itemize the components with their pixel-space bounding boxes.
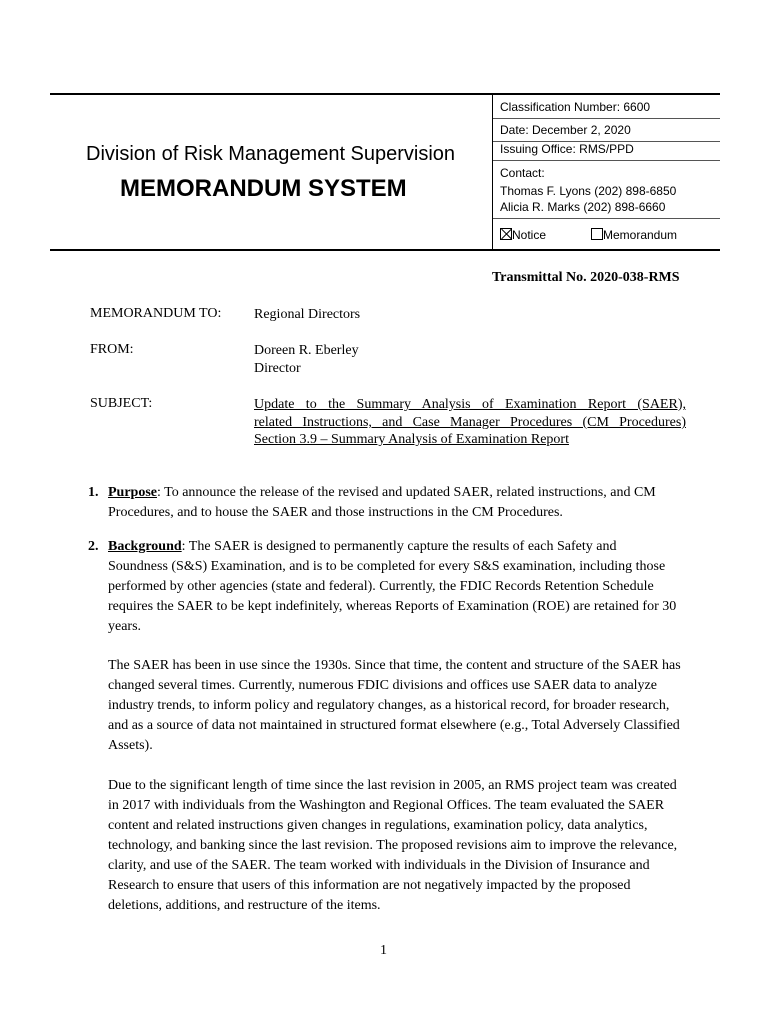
issuing-office: Issuing Office: RMS/PPD (500, 142, 634, 156)
header-top-rule (50, 93, 720, 95)
purpose-paragraph (108, 483, 678, 523)
box-rule (493, 118, 720, 119)
subject-line-1: Update to the Summary Analysis of Examination Report (SAER), (254, 397, 686, 412)
from-name: Doreen R. Eberley (254, 343, 359, 358)
memo-date: Date: December 2, 2020 (500, 123, 631, 137)
background-heading: Background (108, 539, 182, 554)
notice-checkbox (500, 228, 512, 240)
memo-to-label: MEMORANDUM TO: (90, 306, 222, 321)
notice-label: Notice (512, 228, 547, 242)
contact-label: Contact: (500, 166, 545, 180)
memo-to-value: Regional Directors (254, 307, 361, 322)
contact-lyons: Thomas F. Lyons (202) 898-6850 (500, 184, 677, 198)
purpose-number: 1. (88, 485, 99, 500)
background-paragraph-1 (108, 537, 678, 637)
background-paragraph-3: Due to the significant length of time since the last revision in 2005, an RMS project team was created in 2017 with individuals from the Washington and Regional Offices. The team evaluated the SAER content and related instructions given changes in regulations, examination policy, data analytics, technology, and banking since the last revision. The proposed revisions aim to improve the relevance, clarity, and use of the SAER. The team worked with individuals in the Division of Insurance and Research to ensure that users of this information are not negatively impacted by the proposed deletions, additions, and restructure of the items. (108, 778, 678, 913)
classification-number: Classification Number: 6600 (500, 100, 651, 114)
memorandum-checkbox (591, 228, 603, 240)
background-text-1: : The SAER is designed to permanently capture the results of each Safety and Soundness (S&S) Examination, and is to be completed for every S&S examination, including those performed by other agencies (state and federal). Currently, the FDIC Records Retention Schedule requires the SAER to be kept indefinitely, whereas Reports of Examination (ROE) are retained for 30 years. (108, 539, 677, 634)
subject-line-2: related Instructions, and Case Manager Procedures (CM Procedures) (254, 415, 686, 430)
purpose-heading: Purpose (108, 485, 157, 500)
background-paragraph-2: The SAER has been in use since the 1930s. Since that time, the content and structure of the SAER has changed several times. Currently, numerous FDIC divisions and offices use SAER data to analyze industry trends, to inform policy and regulatory changes, as a historical record, for broader research, and as a source of data not maintained in structured format elsewhere (e.g., Total Adversely Classified Assets). (108, 658, 681, 753)
system-title: MEMORANDUM SYSTEM (120, 175, 407, 202)
from-title: Director (254, 361, 301, 376)
notice-option (500, 228, 546, 242)
box-rule (493, 218, 720, 219)
box-rule (493, 160, 720, 161)
division-name: Division of Risk Management Supervision (86, 143, 456, 165)
from-label: FROM: (90, 342, 134, 357)
page-number: 1 (380, 943, 387, 958)
subject-line-3: Section 3.9 – Summary Analysis of Examination Report (254, 432, 569, 447)
background-number: 2. (88, 539, 99, 554)
transmittal-number: Transmittal No. 2020-038-RMS (492, 270, 680, 285)
memorandum-label: Memorandum (603, 228, 678, 242)
header-bottom-rule (50, 249, 720, 251)
purpose-text: : To announce the release of the revised and updated SAER, related instructions, and CM Procedures, and to house the SAER and those instructions in the CM Procedures. (108, 485, 656, 520)
subject-label: SUBJECT: (90, 396, 153, 411)
contact-marks: Alicia R. Marks (202) 898-6660 (500, 200, 666, 214)
memorandum-option (591, 228, 677, 242)
